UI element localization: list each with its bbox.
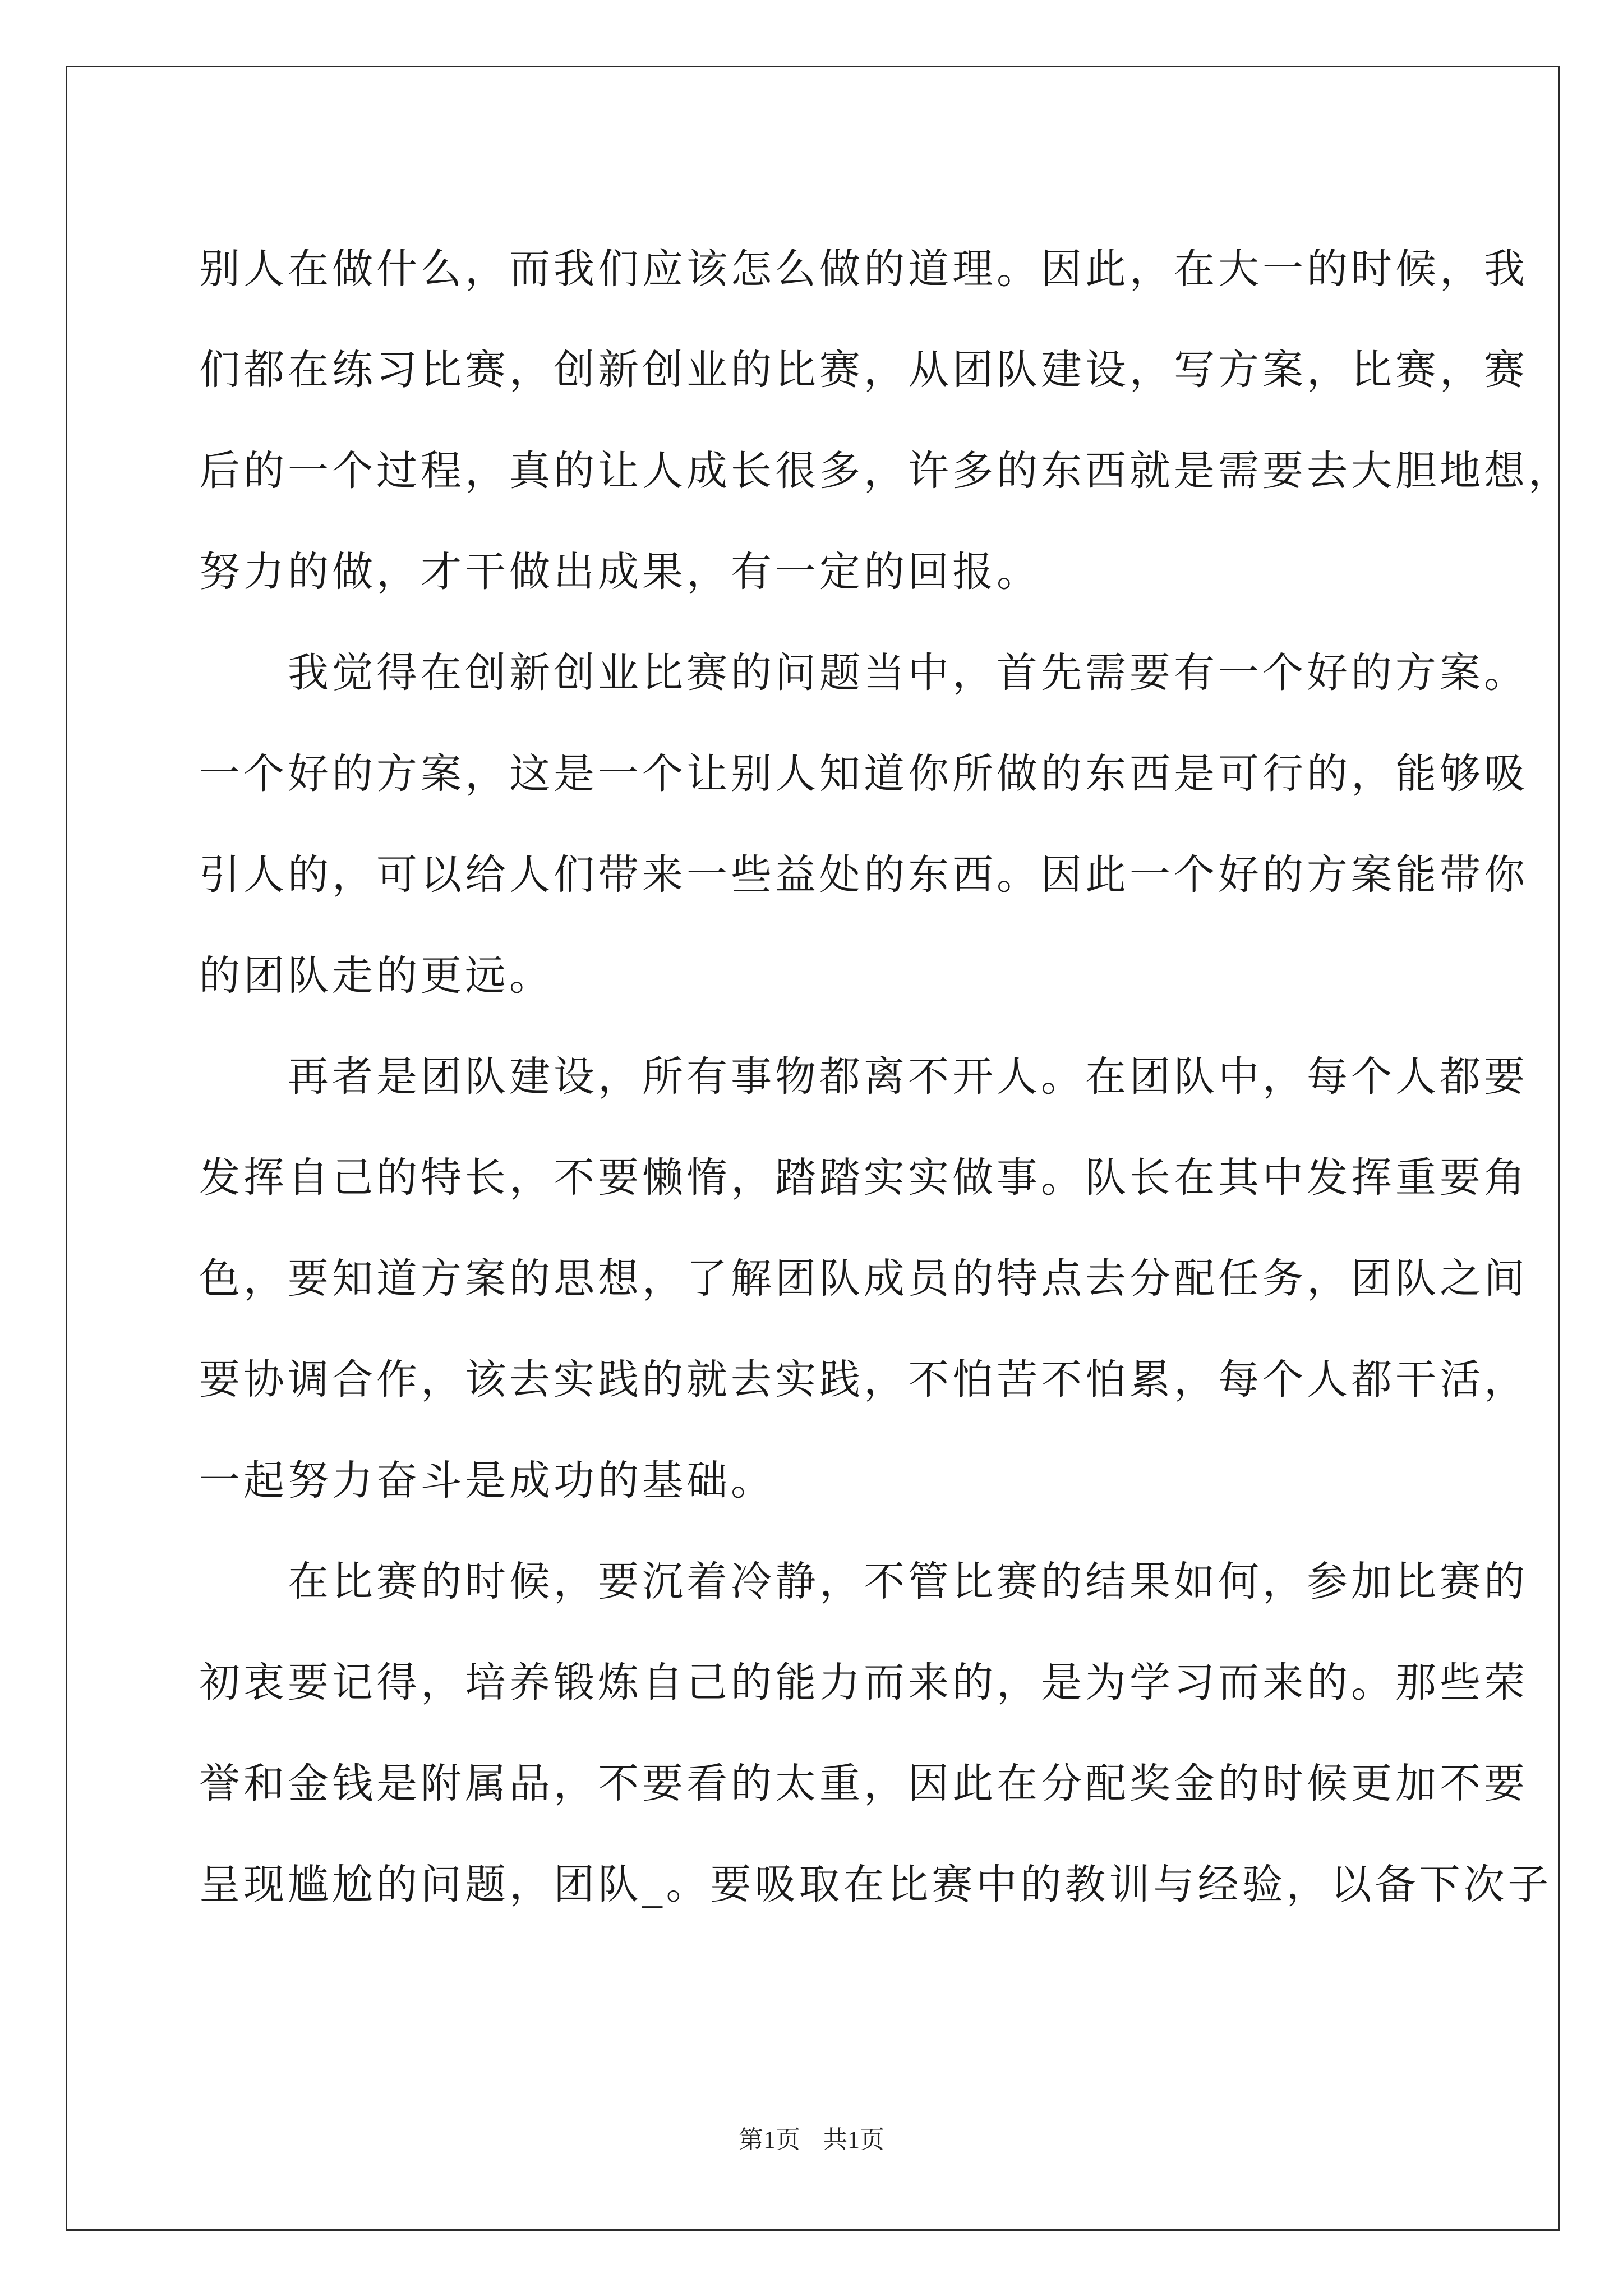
text-line: 一个好的方案，这是一个让别人知道你所做的东西是可行的，能够吸 [199,750,1528,798]
text-line: 誉和金钱是附属品，不要看的太重，因此在分配奖金的时候更加不要 [199,1760,1528,1807]
text-line: 再者是团队建设，所有事物都离不开人。在团队中，每个人都要 [199,1053,1528,1101]
text-line: 色，要知道方案的思想，了解团队成员的特点去分配任务，团队之间 [199,1255,1528,1303]
document-body [199,219,1573,1935]
text-line: 在比赛的时候，要沉着冷静，不管比赛的结果如何，参加比赛的 [199,1558,1528,1605]
text-line: 引人的，可以给人们带来一些益处的东西。因此一个好的方案能带你 [199,851,1528,899]
page-footer [0,2119,1623,2155]
text-line: 后的一个过程，真的让人成长很多，许多的东西就是需要去大胆地想， [199,447,1573,495]
text-line: 我觉得在创新创业比赛的问题当中，首先需要有一个好的方案。 [199,649,1528,697]
text-line: 要协调合作，该去实践的就去实践，不怕苦不怕累，每个人都干活， [199,1356,1528,1404]
text-line: 的团队走的更远。 [199,952,554,1000]
text-line: 努力的做，才干做出成果，有一定的回报。 [199,548,1041,596]
text-line: 发挥自己的特长，不要懒惰，踏踏实实做事。队长在其中发挥重要角 [199,1154,1528,1202]
text-line: 呈现尴尬的问题，团队_。要吸取在比赛中的教训与经验，以备下次子 [199,1861,1552,1908]
page-number: 第1页 [739,2126,800,2154]
page-total: 共1页 [823,2126,884,2154]
text-line: 一起努力奋斗是成功的基础。 [199,1457,775,1504]
text-line: 初衷要记得，培养锻炼自己的能力而来的，是为学习而来的。那些荣 [199,1659,1528,1706]
text-line: 别人在做什么，而我们应该怎么做的道理。因此，在大一的时候，我 [199,245,1528,293]
text-line: 们都在练习比赛，创新创业的比赛，从团队建设，写方案，比赛，赛 [199,346,1528,394]
